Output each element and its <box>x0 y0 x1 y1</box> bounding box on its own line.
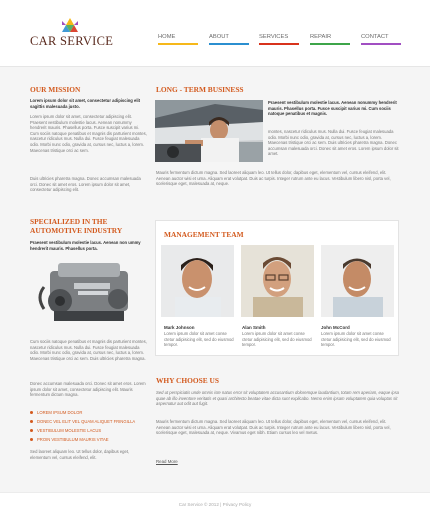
list-item[interactable]: LOREM IPSUM DOLOR <box>30 410 135 419</box>
person-name: John McCord <box>321 325 350 330</box>
nav-home[interactable]: HOME <box>158 34 176 40</box>
engine-photo <box>30 257 148 335</box>
list-item[interactable]: PROIN VESTIBULUM MAURIS VITAE <box>30 437 135 446</box>
footer-text: Car Service © 2012 | Privacy Policy <box>178 502 252 507</box>
site-header <box>0 0 430 66</box>
main-nav <box>158 34 403 48</box>
longterm-lead: Praesent vestibulum molestie lacus. Aenean nonummy hendrerit mauris. Phasellus porta. Fusce suscipit varius mi. Cum sociis natoque penatibus et magnis. <box>268 100 397 117</box>
why-intro: Sed ut perspiciatis unde omnis iste natus error sit voluptatem accusantium doloremque laudantium, totam rem aperiam, eaque ipsa quae ab illo inventore veritatis et quasi architecto beatae vitae dicta sunt explicabo. Nemo enim ipsam voluptatem quia voluptas sit aspernatur aut odit aut fugit. <box>156 390 399 407</box>
nav-about[interactable]: ABOUT <box>209 34 229 40</box>
bullet-icon <box>30 438 33 441</box>
specialized-title-line2: AUTOMOTIVE INDUSTRY <box>30 226 123 235</box>
logo-mark-icon <box>60 16 80 34</box>
specialized-lead: Praesent vestibulum molestie lacus. Aenean non ummy hendrerit mauris. Phasellus porta. <box>30 240 141 251</box>
nav-repair-underline <box>310 43 350 45</box>
mechanic-photo <box>155 100 263 162</box>
bullet-icon <box>30 420 33 423</box>
person-bio: Lorem ipsum dolor sit amet conse ctetur adipisicing elit, sed do eiusmod tempor. <box>242 331 312 348</box>
why-title: WHY CHOOSE US <box>156 376 219 385</box>
nav-services-underline <box>259 43 299 45</box>
person-bio: Lorem ipsum dolor sit amet conse ctetur adipisicing elit, sed do eiusmod tempor. <box>321 331 391 348</box>
longterm-body: montes, nascetur ridiculus mus. Nulla dui. Fusce feugiat malesuada odio. Morbi nunc odio, gravida at, cursus nec, luctus a, lorem. Maecenas tristique orci ac sem. Duis ultricies pharetra magna. Donec accumsan malesuada orci. Donec sit amet eros. Lorem ipsum dolor sit amet. <box>268 129 399 157</box>
mission-body-2: Duis ultricies pharetra magna. Donec accumsan malesuada orci. Donec sit amet eros. Lorem ipsum dolor sit amet, consectetur adipiscing elit. <box>30 176 141 193</box>
bullet-icon <box>30 411 33 414</box>
management-title: MANAGEMENT TEAM <box>164 230 244 239</box>
specialized-body: Cum sociis natoque penatibus et magnis dis parturient montes, nascetur ridiculus mus. Nulla dui. Fusce feugiat malesuada odio. Morbi nunc odio, gravida at, cursus nec, luctus a, lorem. Maecenas tristique orci ac sem. Duis ultricies pharetra magna. <box>30 339 147 361</box>
nav-services[interactable]: SERVICES <box>259 34 289 40</box>
person-name: Alan Smith <box>242 325 266 330</box>
person-name: Mark Johnson <box>164 325 195 330</box>
mission-body: Lorem ipsum dolor sit amet, consectetur adipiscing elit. Praesent vestibulum molestie lacus. Aenean nonummy hendrerit mauris. Phasellus porta. Fusce suscipit varius mi. Cum sociis natoque penatibus et magnis dis parturient montes, nascetur ridiculus mus. Nulla dui. Fusce feugiat malesuada odio. Morbi nunc odio, gravida at, cursus nec, luctus a, lorem. Maecenas tristique orci ac sem. <box>30 114 147 153</box>
nav-contact[interactable]: CONTACT <box>361 34 389 40</box>
logo-text: CAR SERVICE <box>30 34 114 48</box>
bullet-icon <box>30 429 33 432</box>
person-photo <box>321 245 394 317</box>
specialized-body-3: Sed laoreet aliquam leo. Ut tellus dolor, dapibus eget, elementum vel, cursus eleifend, elit. <box>30 449 130 460</box>
read-more-link[interactable]: Read More <box>156 459 178 464</box>
logo[interactable] <box>30 16 140 50</box>
specialized-body-2: Donec accumsan malesuada orci. Donec sit amet eros. Lorem ipsum dolor sit amet, consectetur adipiscing elit. Mauris fermentum dictum magna. <box>30 381 146 398</box>
nav-repair[interactable]: REPAIR <box>310 34 332 40</box>
site-footer <box>0 492 430 518</box>
person-photo <box>241 245 314 317</box>
person-bio: Lorem ipsum dolor sit amet conse ctetur adipisicing elit, sed do eiusmod tempor. <box>164 331 234 348</box>
nav-contact-underline <box>361 43 401 45</box>
specialized-list <box>30 410 135 446</box>
longterm-body-2: Mauris fermentum dictum magna. Sed laoreet aliquam leo. Ut tellus dolor, dapibus eget, elementum vel, cursus eleifend, elit. Aenean auctor wisi et urna. Aliquam erat volutpat. Duis ac turpis. Integer rutrum ante eu lacus. Vestibulum libero nisl, porta vel, scelerisque eget, malesuada at, neque. <box>156 170 391 187</box>
main-content <box>0 67 430 492</box>
mission-title: OUR MISSION <box>30 85 81 94</box>
why-body: Mauris fermentum dictum magna. Sed laoreet aliquam leo. Ut tellus dolor, dapibus eget, elementum vel, cursus eleifend, elit. Aenean auctor wisi et urna. Aliquam erat volutpat. Duis ac turpis. Integer rutrum ante eu lacus. Vestibulum libero nisl, porta vel, scelerisque eget, malesuada at, neque. Vivamus eget nibh. Etiam cursus leo vel metus. <box>156 419 391 436</box>
specialized-title-line1: SPECIALIZED IN THE <box>30 217 108 226</box>
nav-home-underline <box>158 43 198 45</box>
mission-lead: Lorem ipsum dolor sit amet, consectetur adipiscing elit sagittis malesuada justo. <box>30 98 141 109</box>
nav-about-underline <box>209 43 249 45</box>
person-photo <box>161 245 234 317</box>
list-item[interactable]: DONEC VEL ELIT VEL QUAM ALIQUET FRINGILLA <box>30 419 135 428</box>
management-panel <box>155 220 399 356</box>
list-item[interactable]: VESTIBULUM MOLESTIE LACUS <box>30 428 135 437</box>
longterm-title: LONG - TERM BUSINESS <box>156 85 244 94</box>
